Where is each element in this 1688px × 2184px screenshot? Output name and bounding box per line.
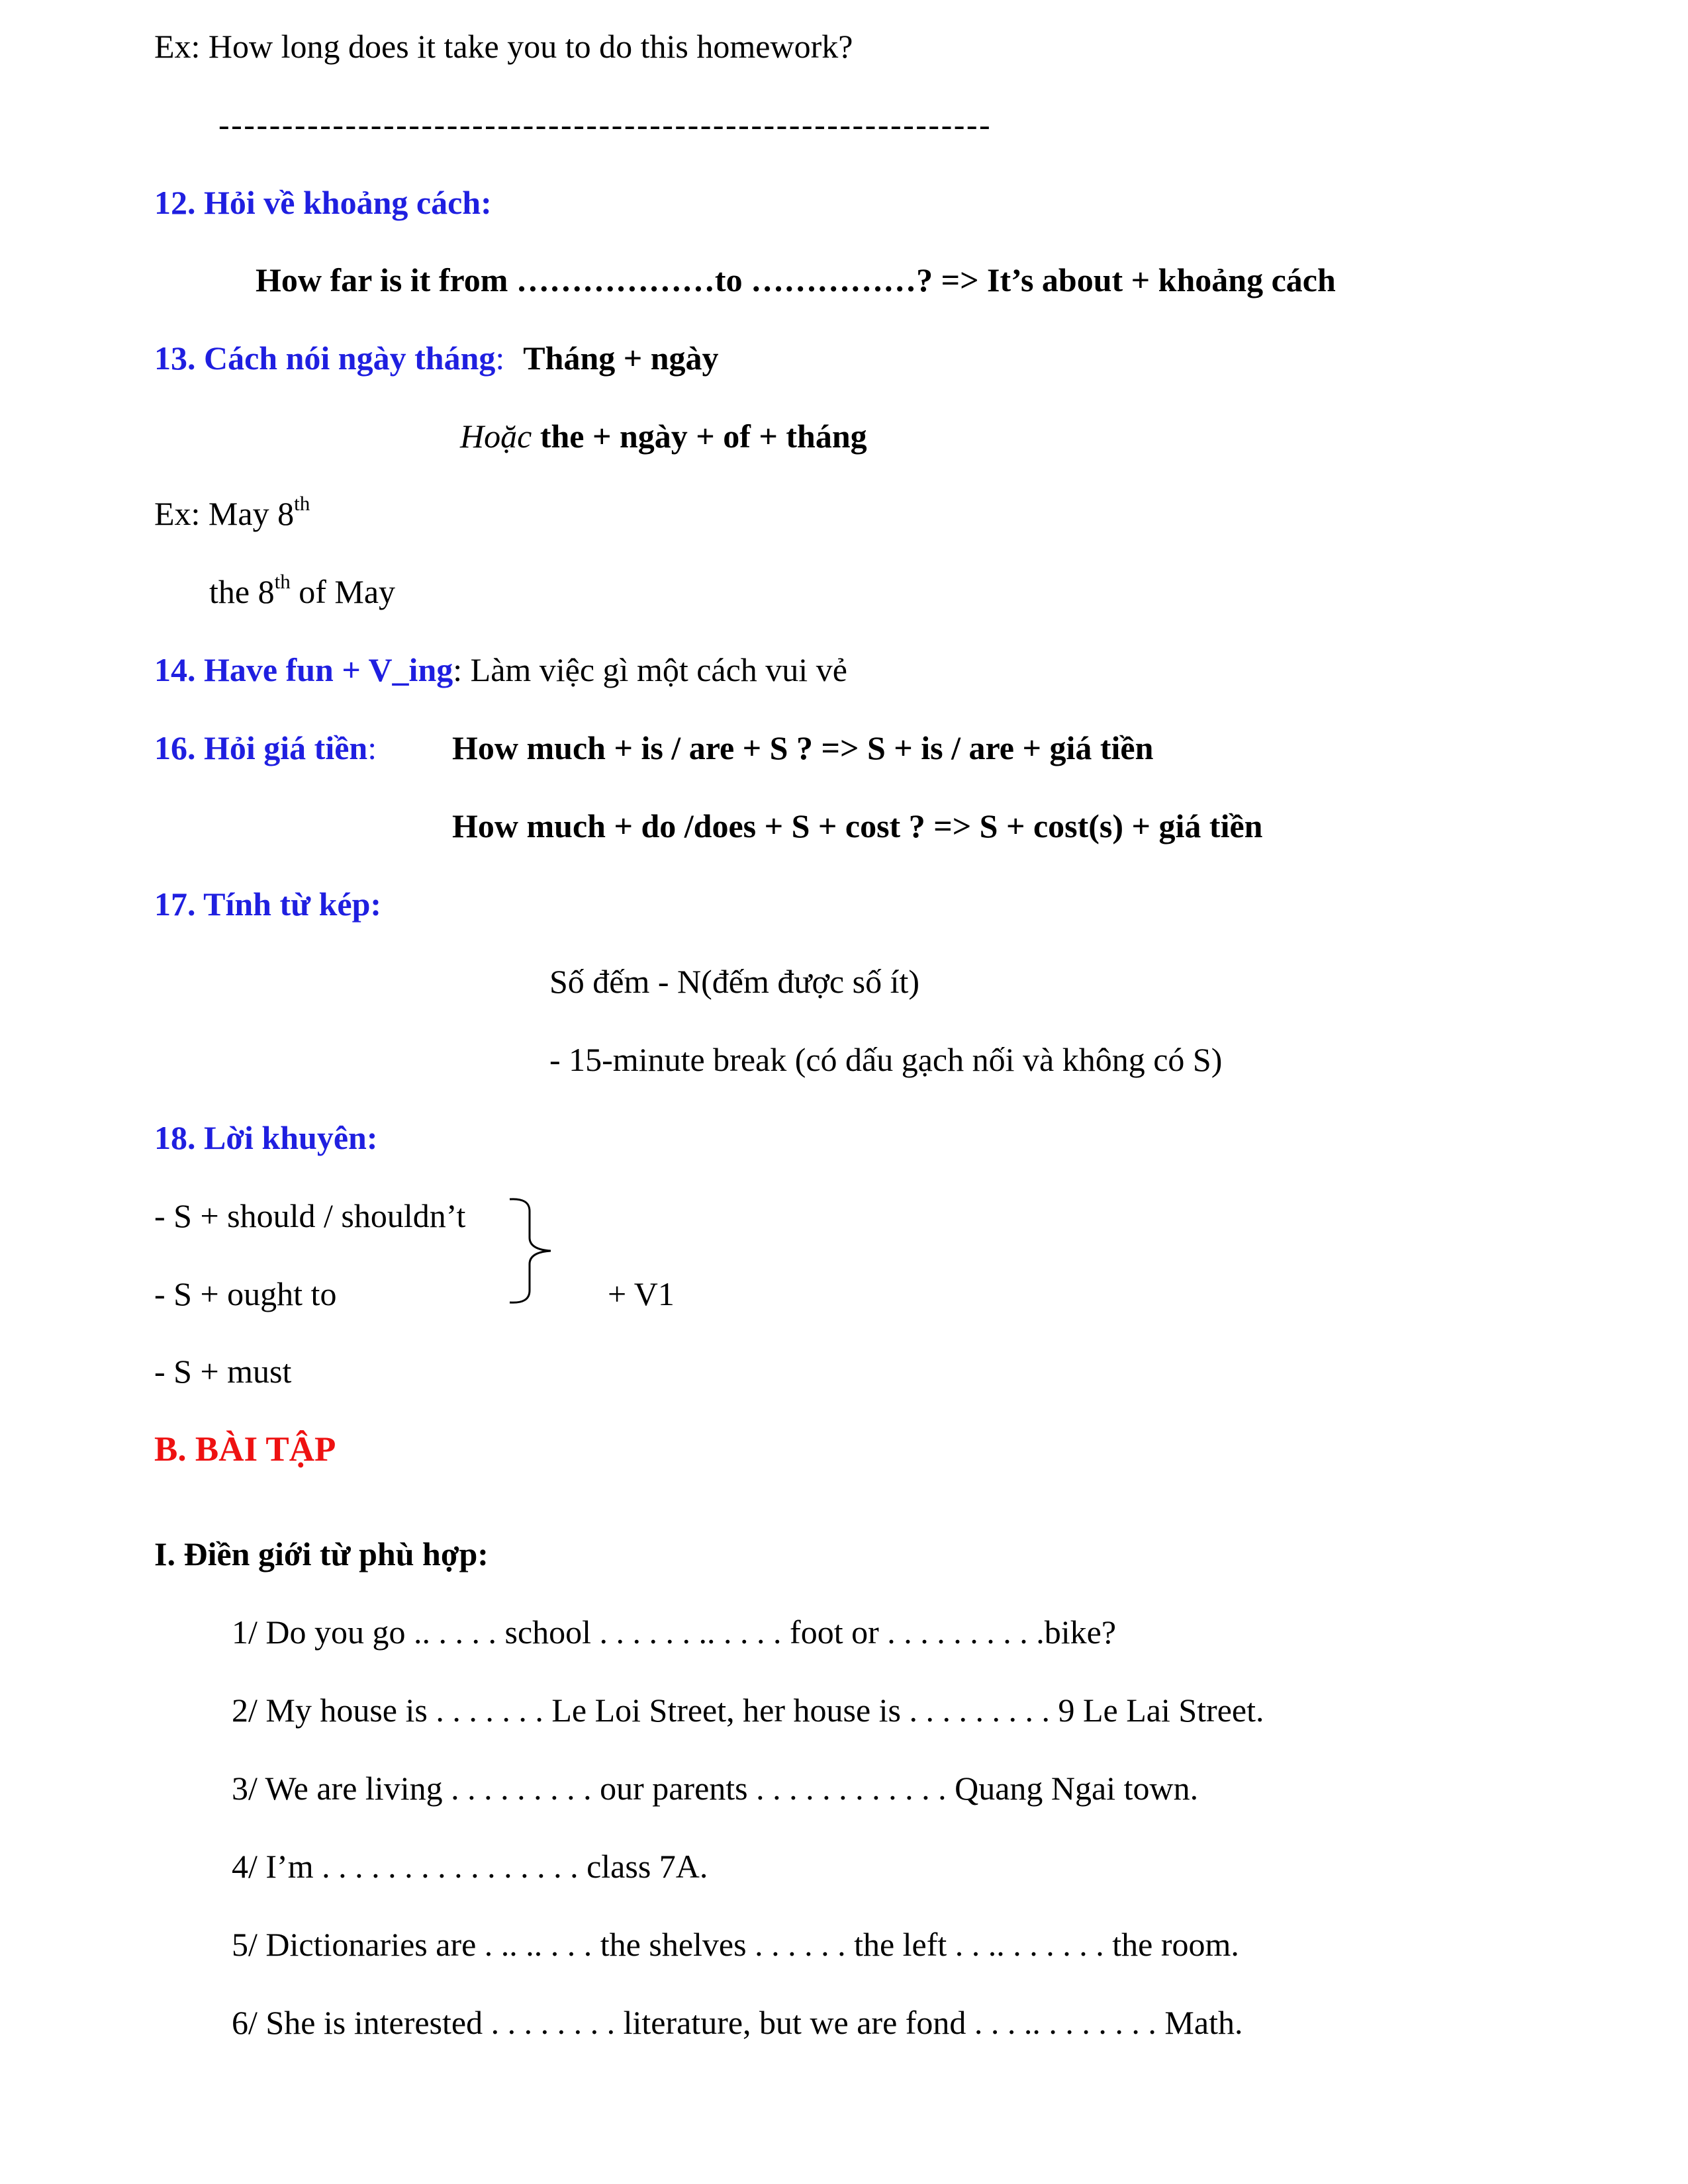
section-16-rule-2: How much + do /does + S + cost ? => S + cost(s) + giá tiền [452,807,1263,844]
section-16-rule-1: How much + is / are + S ? => S + is / are + giá tiền [452,729,1154,766]
example-2-prefix: the 8 [209,573,275,610]
section-17-rule: Số đếm - N(đếm được số ít) [549,963,920,1000]
answer-dash-line: ------------------------------------------------------------- [218,106,992,143]
advice-should: - S + should / shouldn’t [154,1197,466,1234]
section-13-rule-1: Tháng + ngày [523,340,719,377]
ordinal-suffix: th [274,570,291,594]
section-14-heading: 14. Have fun + V_ing [154,651,453,688]
section-17-example: - 15-minute break (có dấu gạch nối và không có S) [549,1041,1223,1078]
section-16-line [154,728,377,768]
advice-must: - S + must [154,1353,292,1390]
section-13-alt-line [460,416,867,456]
section-13-rule-2: the + ngày + of + tháng [539,418,867,455]
or-word: Hoặc [460,418,532,455]
section-14-line [154,650,847,690]
advice-v1: + V1 [608,1275,675,1312]
exercise-item: 1/ Do you go .. . . . . school . . . . . . .. . . . . foot or . . . . . . . . . .bike? [232,1614,1117,1651]
section-13-line [154,338,719,378]
exercise-item: 6/ She is interested . . . . . . . . literature, but we are fond . . . .. . . . . . . . Math. [232,2004,1243,2041]
exercise-item: 4/ I’m . . . . . . . . . . . . . . . . class 7A. [232,1848,708,1885]
exercise-item: 5/ Dictionaries are . .. .. . . . the shelves . . . . . . the left . . .. . . . . . . the room. [232,1926,1239,1963]
example-2-suffix: of May [290,573,396,610]
example-homework: Ex: How long does it take you to do this homework? [154,28,853,65]
example-1-text: Ex: May 8 [154,495,295,532]
section-13-example-1 [154,494,310,533]
section-14-colon: : [453,651,463,688]
section-16-heading: 16. Hỏi giá tiền [154,729,368,766]
section-12-pattern: How far is it from ………………to ……………? => It’s about + khoảng cách [256,261,1336,298]
part-b-heading: B. BÀI TẬP [154,1430,336,1469]
section-16-colon: : [367,729,377,766]
right-brace-icon [503,1191,563,1310]
ordinal-suffix: th [294,492,310,516]
section-13-example-2 [209,572,395,612]
section-17-heading: 17. Tính từ kép: [154,886,382,923]
exercise-item: 2/ My house is . . . . . . . Le Loi Street, her house is . . . . . . . . . 9 Le Lai Street. [232,1692,1264,1729]
section-13-heading: 13. Cách nói ngày tháng [154,340,496,377]
exercise-item: 3/ We are living . . . . . . . . . our parents . . . . . . . . . . . . Quang Ngai town. [232,1770,1199,1807]
section-12-heading: 12. Hỏi về khoảng cách: [154,184,492,221]
section-13-colon: : [495,340,505,377]
section-14-desc: Làm việc gì một cách vui vẻ [462,651,847,688]
exercise-1-title: I. Điền giới từ phù hợp: [154,1535,489,1572]
advice-ought-to: - S + ought to [154,1275,337,1312]
section-18-heading: 18. Lời khuyên: [154,1119,378,1156]
